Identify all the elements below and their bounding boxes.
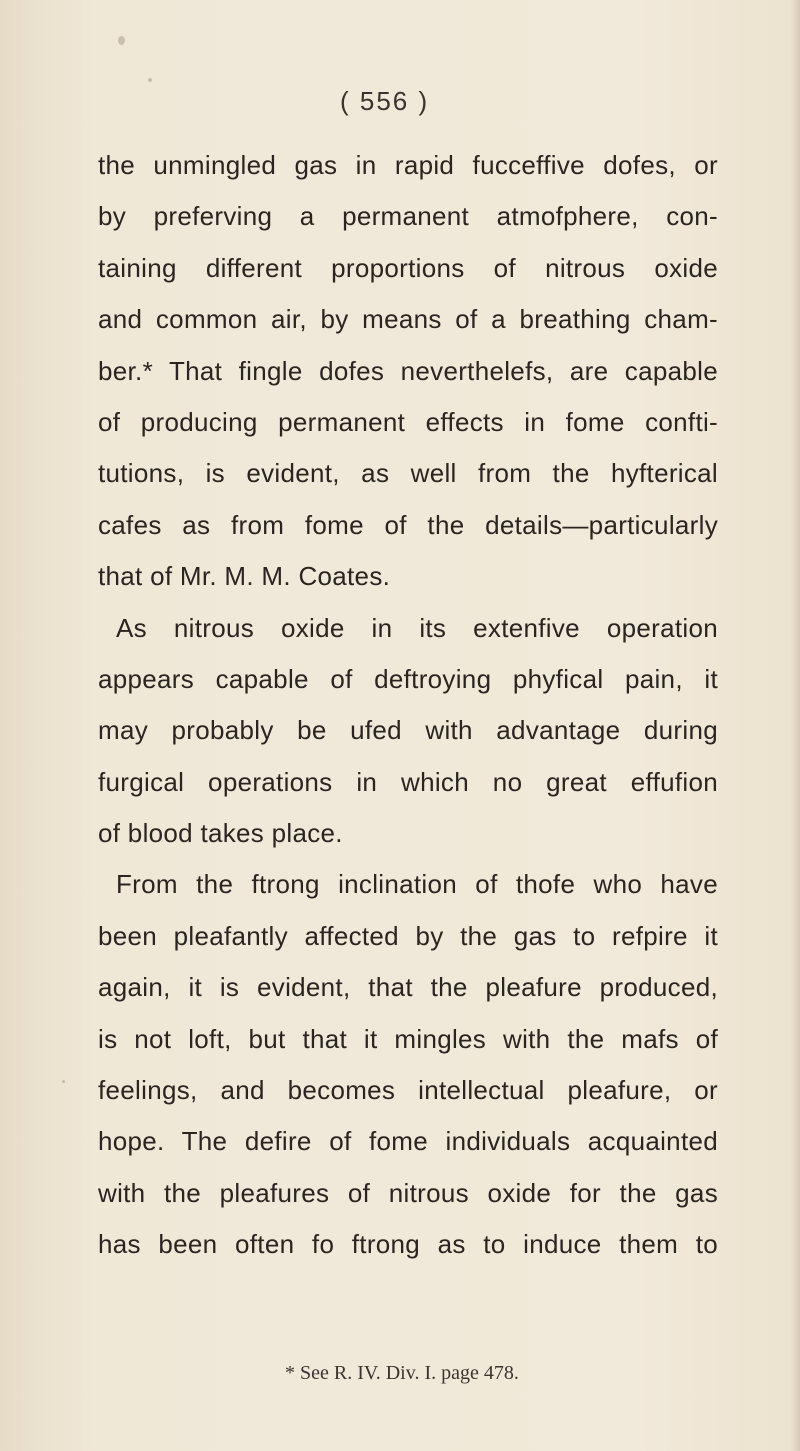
text-line: again, it is evident, that the pleafure produced, bbox=[98, 972, 718, 1003]
text-line: cafes as from fome of the details—particularly bbox=[98, 509, 718, 540]
page-gutter-shadow bbox=[790, 0, 800, 1451]
text-line: feelings, and becomes intellectual pleafure, or bbox=[98, 1075, 718, 1106]
text-line: with the pleafures of nitrous oxide for the gas bbox=[98, 1177, 718, 1208]
text-line: that of Mr. M. M. Coates. bbox=[98, 561, 391, 592]
paper-speck bbox=[62, 1080, 65, 1083]
text-line: of producing permanent effects in fome confti- bbox=[98, 406, 718, 437]
text-line: ber.* That fingle dofes neverthelefs, are capable bbox=[98, 355, 718, 386]
text-line: the unmingled gas in rapid fucceffive dofes, or bbox=[98, 150, 718, 180]
text-line: is not loft, but that it mingles with the mafs of bbox=[98, 1023, 718, 1054]
text-line: and common air, by means of a breathing cham- bbox=[98, 304, 718, 335]
text-line: may probably be ufed with advantage during bbox=[98, 715, 718, 746]
text-line: hope. The defire of fome individuals acquainted bbox=[98, 1126, 718, 1157]
text-line: furgical operations in which no great effufion bbox=[98, 766, 718, 797]
text-line: tutions, is evident, as well from the hyfterical bbox=[98, 458, 718, 489]
text-line: taining different proportions of nitrous oxide bbox=[98, 252, 718, 283]
text-line: From the ftrong inclination of thofe who have bbox=[116, 869, 718, 900]
text-line: of blood takes place. bbox=[98, 818, 343, 849]
page-number: ( 556 ) bbox=[340, 86, 430, 116]
text-line: been pleafantly affected by the gas to refpire it bbox=[98, 920, 718, 951]
text-line: As nitrous oxide in its extenfive operation bbox=[116, 612, 718, 643]
footnote: * See R. IV. Div. I. page 478. bbox=[285, 1362, 519, 1384]
text-line: has been often fo ftrong as to induce them to bbox=[98, 1229, 718, 1260]
paper-speck bbox=[148, 78, 152, 82]
text-line: by preferving a permanent atmofphere, con- bbox=[98, 201, 718, 232]
body-text bbox=[98, 140, 718, 1271]
text-line: appears capable of deftroying phyfical pain, it bbox=[98, 663, 718, 694]
paper-speck bbox=[118, 36, 125, 45]
